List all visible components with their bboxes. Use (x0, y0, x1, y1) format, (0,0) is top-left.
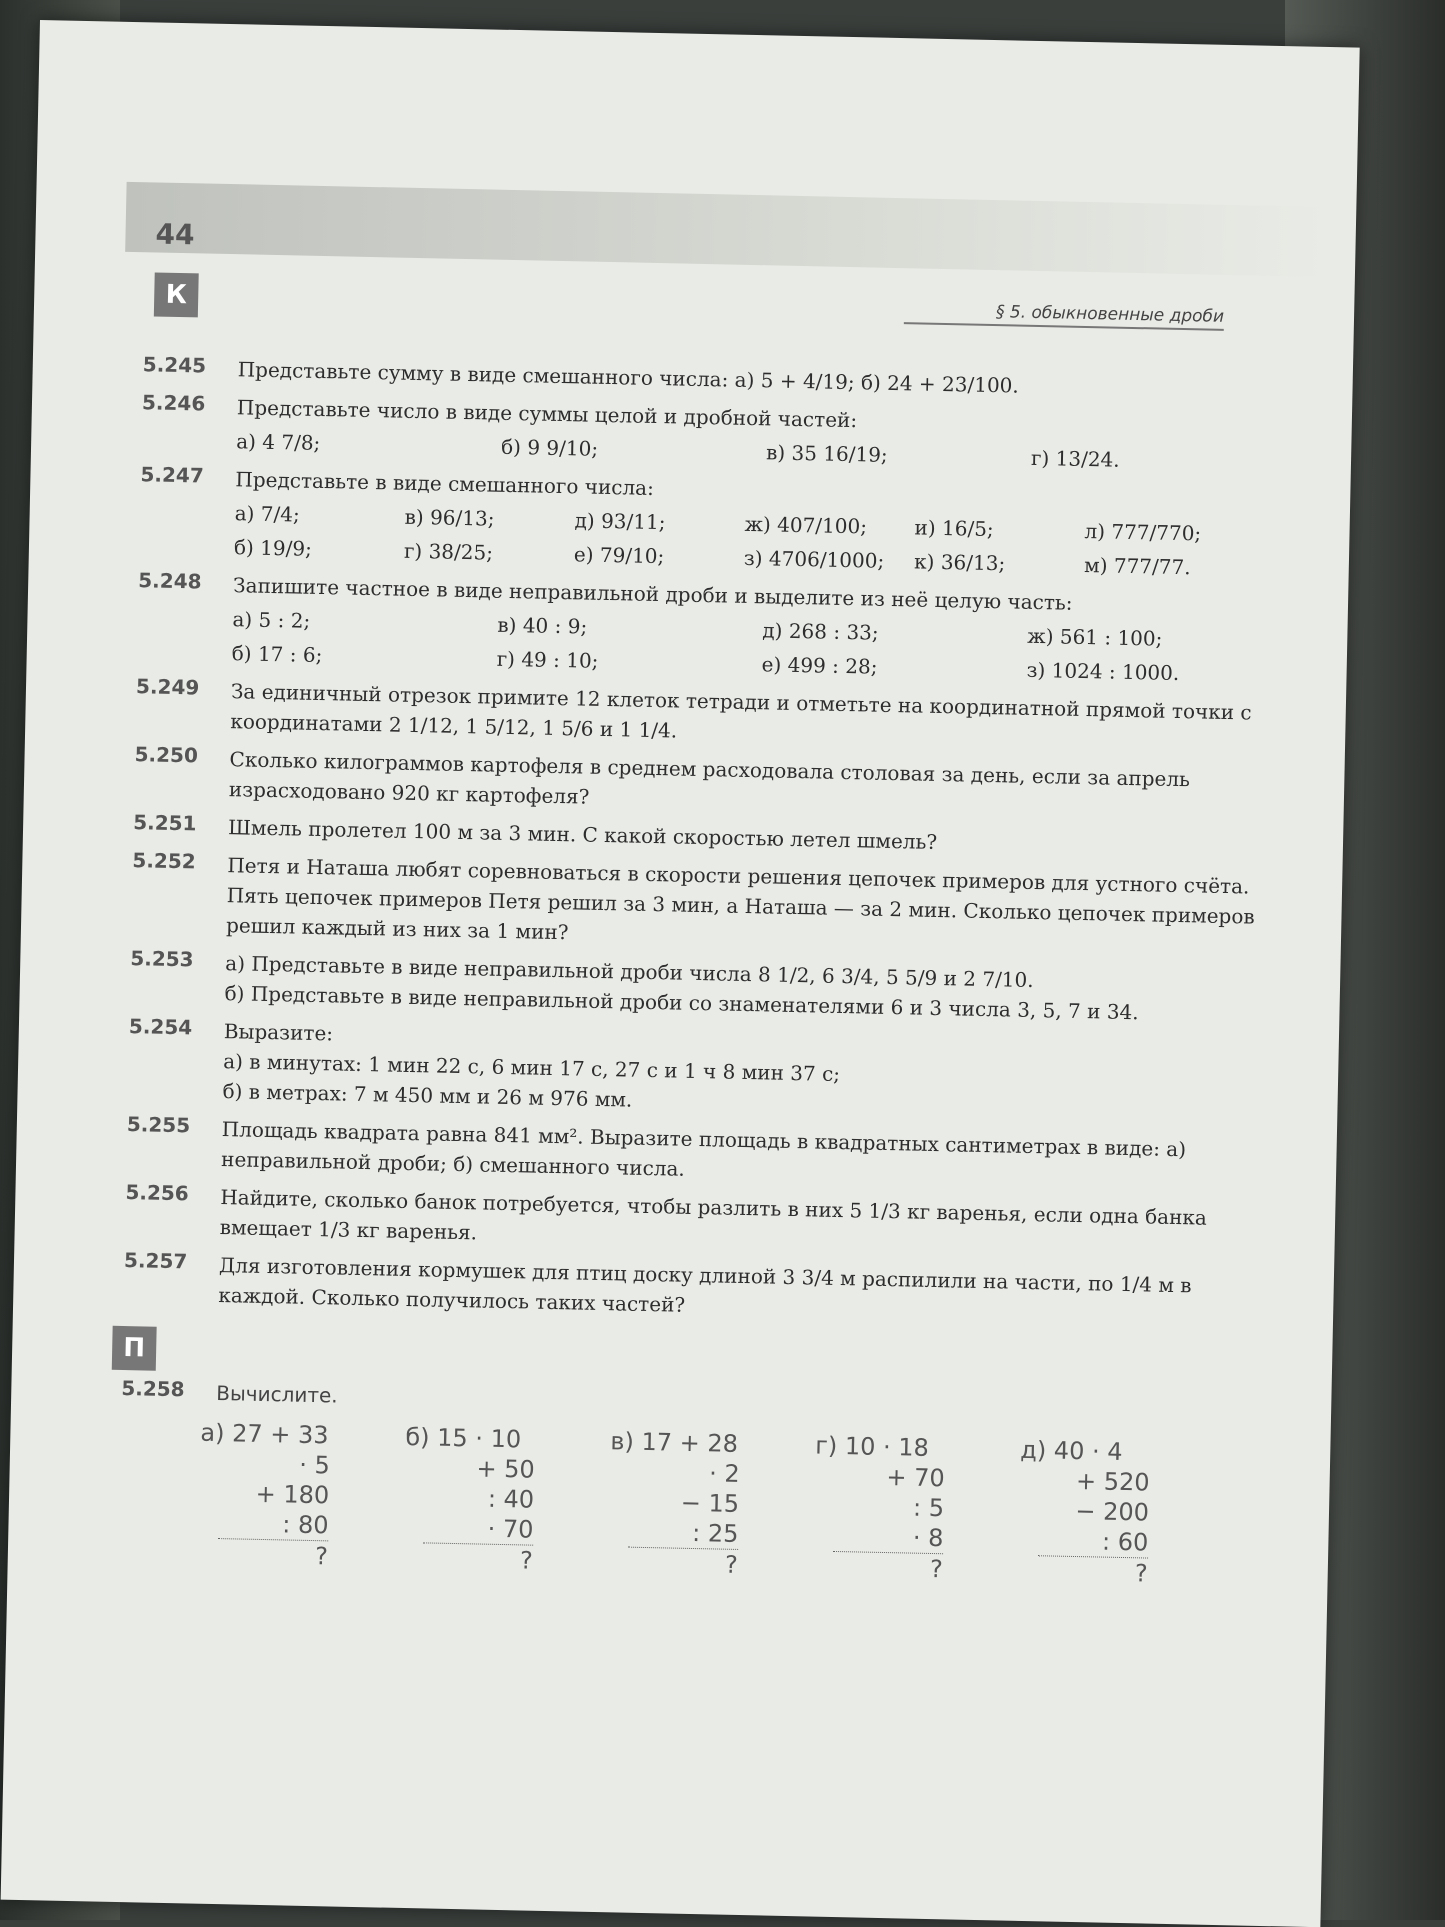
item: к) 36/13; (913, 549, 1006, 576)
chain-op: : 80 (281, 1510, 329, 1540)
problem-text: Площадь квадрата равна 841 мм². Выразите площадь в квадратных сантиметрах в виде: а) неправильной дроби; б) смешанного числа. (220, 1117, 1187, 1181)
problem-5-248 (136, 568, 1298, 690)
item: г) 49 : 10; (496, 646, 599, 673)
problem-text: За единичный отрезок примите 12 клеток тетради и отметьте на координатной прямой точки с координатами 2 1/12, 1 5/12, 1 5/6 и 1 1/4. (230, 679, 1252, 743)
problem-number: 5.254 (128, 1014, 193, 1040)
answer-items (234, 498, 1300, 584)
chain-op: · 70 (487, 1514, 534, 1544)
problem-text: Сколько килограммов картофеля в среднем расходовала столовая за день, если за апрель израсходовано 920 кг картофеля? (228, 747, 1191, 809)
problem-number: 5.253 (130, 946, 194, 972)
chain-b (403, 1422, 536, 1576)
problem-text: Запишите частное в виде неправильной дроби и выделите из неё целую часть: (232, 573, 1073, 615)
chain-a (198, 1418, 331, 1572)
item: и) 16/5; (914, 515, 994, 542)
chain-op: + 70 (886, 1463, 945, 1493)
page-number: 44 (155, 217, 195, 252)
problem-text: Петя и Наташа любят соревноваться в скорости решения цепочек примеров для устного счёта. Пять цепочек примеров Петя решил за 3 мин, а Наташа — за 2 мин. Сколько цепочек примеров решил каждый из них за 1 мин? (225, 853, 1255, 945)
chain-op: − 15 (680, 1488, 740, 1518)
badge-p: П (112, 1326, 157, 1371)
chain-head: г) 10 · 18 (815, 1431, 930, 1462)
item: ж) 561 : 100; (1027, 623, 1163, 651)
chain-op: : 5 (912, 1493, 945, 1523)
problem-number: 5.248 (138, 568, 202, 594)
item: а) 7/4; (234, 501, 300, 527)
problem-5-254 (127, 1014, 1289, 1128)
problem-text: Шмель пролетел 100 м за 3 мин. С какой скоростью летел шмель? (227, 815, 938, 854)
item: з) 4706/1000; (743, 545, 885, 573)
chain-result: ? (628, 1547, 739, 1580)
problem-5-247 (139, 462, 1301, 584)
answer-items (231, 604, 1297, 690)
problem-text: а) Представьте в виде неправильной дроби числа 8 1/2, 6 3/4, 5 5/9 и 2 7/10. (225, 951, 1034, 993)
item: ж) 407/100; (744, 511, 868, 539)
chain-head: б) 15 · 10 (405, 1422, 522, 1454)
chain-head: а) 27 + 33 (200, 1418, 329, 1450)
problem-number: 5.256 (125, 1180, 189, 1206)
chain-op: : 60 (1101, 1527, 1149, 1557)
chain-op: − 200 (1075, 1497, 1150, 1527)
chain-op: + 50 (476, 1454, 536, 1484)
item: в) 40 : 9; (497, 612, 588, 639)
problem-text: Представьте число в виде суммы целой и дробной частей: (236, 395, 858, 433)
item: б) 17 : 6; (231, 641, 323, 668)
item: д) 268 : 33; (762, 618, 879, 645)
problem-number: 5.247 (140, 462, 205, 488)
problem-text: Выразите: (223, 1019, 334, 1046)
item: е) 79/10; (573, 542, 665, 569)
problem-number: 5.252 (132, 848, 196, 874)
problem-number: 5.249 (135, 674, 200, 700)
item: б) 9 9/10; (500, 434, 599, 461)
item: б) 19/9; (233, 535, 313, 561)
problem-text: Представьте сумму в виде смешанного числа: а) 5 + 4/19; б) 24 + 23/100. (237, 357, 1020, 398)
chain-result: ? (423, 1542, 534, 1575)
problem-number: 5.257 (123, 1248, 188, 1274)
problem-text: Представьте в виде смешанного числа: (235, 467, 655, 500)
chain-result: ? (832, 1551, 943, 1584)
chain-op: · 8 (912, 1523, 944, 1553)
problems (118, 352, 1303, 1591)
item: в) 96/13; (404, 504, 495, 531)
item: д) 93/11; (574, 508, 666, 535)
chain-head: д) 40 · 4 (1019, 1435, 1123, 1466)
problem-number: 5.251 (132, 810, 197, 836)
item: м) 777/77. (1083, 552, 1191, 580)
item: з) 1024 : 1000. (1026, 657, 1180, 685)
header-band (125, 182, 1326, 277)
problem-text: Найдите, сколько банок потребуется, чтобы разлить в них 5 1/3 кг варенья, если одна банка вмещает 1/3 кг варенья. (219, 1185, 1208, 1245)
chain-e (1017, 1435, 1150, 1589)
chain-op: + 180 (255, 1479, 330, 1510)
calculation-chains (118, 1416, 1281, 1591)
item: г) 38/25; (403, 538, 494, 565)
item: е) 499 : 28; (761, 652, 878, 679)
problem-number: 5.245 (142, 352, 207, 378)
problem-number: 5.246 (141, 390, 206, 416)
chain-head: в) 17 + 28 (610, 1427, 739, 1458)
chain-d (812, 1431, 945, 1585)
problem-text-b: б) в метрах: 7 м 450 мм и 26 м 976 мм. (222, 1079, 633, 1112)
textbook-page (1, 20, 1360, 1927)
chain-op: : 40 (487, 1484, 535, 1514)
chain-result: ? (1037, 1555, 1148, 1588)
problem-text-b: б) Представьте в виде неправильной дроби со знаменателями 6 и 3 числа 3, 5, 7 и 34. (224, 981, 1139, 1025)
item: а) 5 : 2; (232, 607, 311, 633)
chain-result: ? (218, 1538, 329, 1571)
section-title: § 5. обыкновенные дроби (904, 300, 1224, 331)
item: в) 35 16/19; (765, 440, 888, 467)
problem-number: 5.255 (126, 1112, 191, 1138)
item: л) 777/770; (1084, 518, 1202, 546)
problem-number: 5.250 (134, 742, 199, 768)
chain-op: · 5 (298, 1450, 331, 1480)
chain-op: : 25 (691, 1518, 739, 1548)
chain-op: · 2 (708, 1459, 740, 1488)
problem-5-252 (131, 848, 1293, 962)
item: а) 4 7/8; (235, 429, 321, 455)
problem-text: Вычислите. (216, 1380, 338, 1408)
problem-number: 5.258 (121, 1376, 185, 1402)
chain-c (608, 1426, 741, 1580)
problem-text-a: а) в минутах: 1 мин 22 с, 6 мин 17 с, 27 с и 1 ч 8 мин 37 с; (222, 1049, 841, 1086)
item: г) 13/24. (1030, 445, 1120, 472)
badge-k: К (154, 272, 199, 317)
problem-text: Для изготовления кормушек для птиц доску длиной 3 3/4 м распилили на части, по 1/4 м в каждой. Сколько получилось таких частей? (218, 1253, 1192, 1317)
chain-op: + 520 (1075, 1467, 1150, 1497)
